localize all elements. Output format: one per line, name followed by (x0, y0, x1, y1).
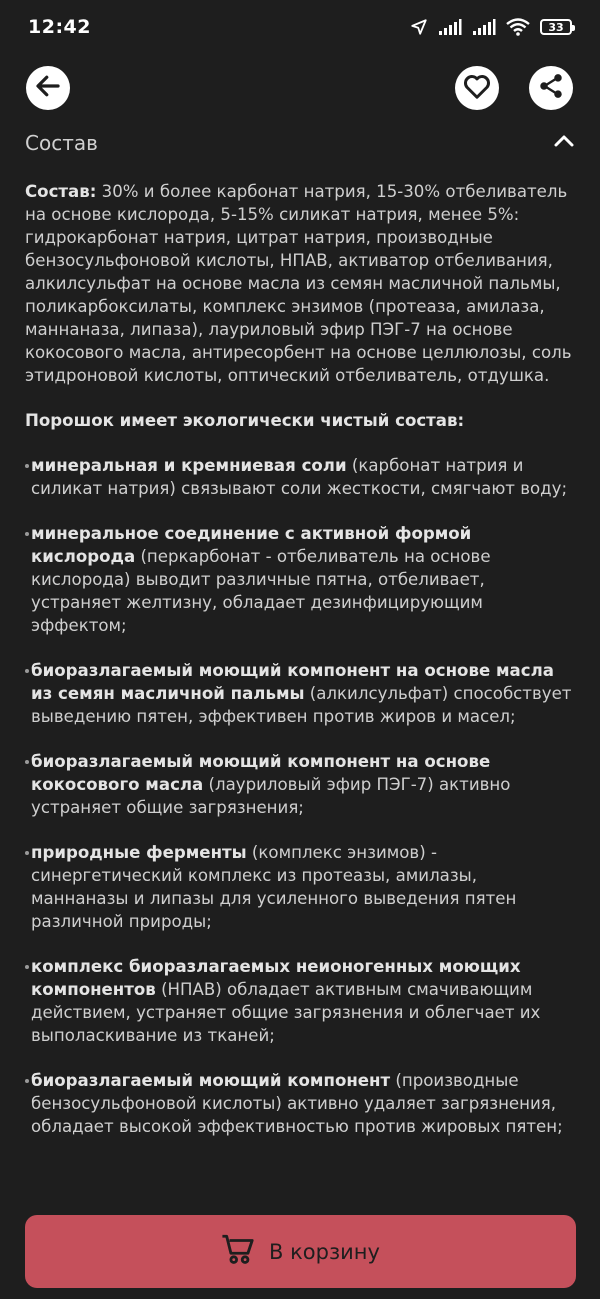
composition-paragraph (25, 180, 577, 387)
chevron-up-icon[interactable] (553, 133, 575, 153)
feature-item: биоразлагаемый моющий компонент (производные бензосульфоновой кислоты) активно удаляет загрязнения, обладает высокой эффективностью против жировых пятен; (25, 1069, 577, 1138)
add-to-cart-button[interactable] (25, 1215, 576, 1288)
feature-item: биоразлагаемый моющий компонент на основе кокосового масла (лауриловый эфир ПЭГ-7) активно устраняет общие загрязнения; (25, 750, 577, 819)
composition-section-header[interactable] (25, 120, 575, 166)
location-arrow-icon (410, 18, 428, 36)
heart-icon (462, 71, 492, 105)
feature-item: биоразлагаемый моющий компонент на основе масла из семян масличной пальмы (алкилсульфат) способствует выведению пятен, эффективен против жиров и масел; (25, 659, 577, 728)
back-button[interactable] (26, 66, 70, 110)
composition-label: Состав: (25, 182, 97, 201)
cart-icon (221, 1233, 255, 1270)
favorite-button[interactable] (455, 66, 499, 110)
share-icon (537, 72, 565, 104)
composition-text: 30% и более карбонат натрия, 15-30% отбеливатель на основе кислорода, 5-15% силикат натрия, менее 5%: гидрокарбонат натрия, цитрат натрия, производные бензосульфоновой кислоты, НПАВ, активатор отбеливания, алкилсульфат на основе масла из семян масличной пальмы, поликарбоксилаты, комплекс энзимов (протеаза, амилаза, маннаназа, липаза), лауриловый эфир ПЭГ-7 на основе кокосового масла, антиресорбент на основе целлюлозы, соль этидроновой кислоты, оптический отбеливатель, отдушка. (25, 182, 572, 385)
arrow-left-icon (33, 71, 63, 105)
wifi-icon (506, 18, 530, 36)
composition-content (25, 180, 577, 1160)
feature-item: минеральное соединение с активной формой кислорода (перкарбонат - отбеливатель на основе кислорода) выводит различные пятна, отбеливает, устраняет желтизну, обладает дезинфицирующим эффектом; (25, 522, 577, 637)
cart-button-label: В корзину (269, 1239, 380, 1264)
eco-heading: Порошок имеет экологически чистый состав: (25, 411, 465, 430)
signal-icon (438, 18, 462, 36)
status-time: 12:42 (28, 16, 91, 38)
status-icons (410, 18, 572, 36)
section-title: Состав (25, 131, 98, 155)
feature-item: минеральная и кремниевая соли (карбонат натрия и силикат натрия) связывают соли жесткости, смягчают воду; (25, 454, 577, 500)
feature-item: комплекс биоразлагаемых неионогенных моющих компонентов (НПАВ) обладает активным смачивающим действием, устраняет общие загрязнения и облегчает их выполаскивание из тканей; (25, 955, 577, 1047)
signal-icon (472, 18, 496, 36)
status-bar (0, 0, 600, 54)
share-button[interactable] (529, 66, 573, 110)
feature-item: природные ферменты (комплекс энзимов) - синергетический комплекс из протеазы, амилазы, маннаназы и липазы для усиленного выведения пятен различной природы; (25, 841, 577, 933)
battery-icon: 33 (540, 19, 572, 35)
